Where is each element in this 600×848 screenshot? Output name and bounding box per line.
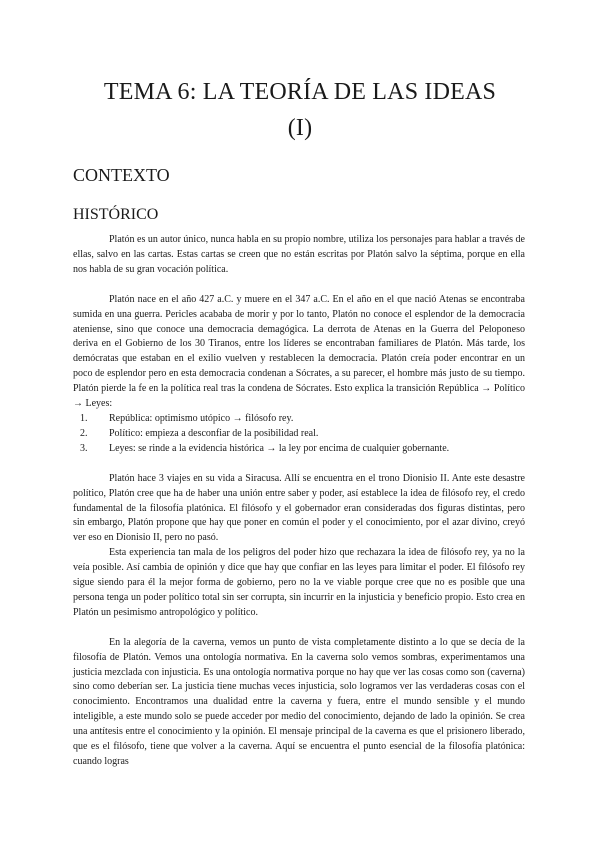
list-number: 1. bbox=[80, 412, 88, 424]
paragraph-3: Platón hace 3 viajes en su vida a Siracusa. Allí se encuentra en el trono Dionisio II. Ante este desastre político, Platón cree que ha de haber una unión entre saber y poder, así establece la idea de filósofo rey, el credo fundamental de la filosofía platónica. El filósofo y el gobernador eran consideradas dos figuras distintas, pero sin embargo, Platón propone que hay que poner en común el poder y el conocimiento, por el azar divino, creyó ver eso en Dionisio II, pero no pasó. bbox=[73, 472, 525, 544]
document-title bbox=[40, 76, 560, 144]
paragraph-2: Platón nace en el año 427 a.C. y muere en el 347 a.C. En el año en el que nació Atenas se encontraba sumida en una guerra. Pericles acababa de morir y por lo tanto, Platón no conoce el esplendor de la democracia ateniense, sino que conoce una democracia demagógica. La derrota de Atenas en la Guerra del Peloponeso deriva en el Gobierno de los 30 Tiranos, entre los líderes se encontraban familiares de Platón. Más tarde, los demócratas que estaban en el exilio vuelven y restablecen la democracia. Platón creía poder encontrar en un poco de esplendor pero en esta democracia condenan a Sócrates, a su parecer, el hombre más justo de su tiempo. Platón pierde la fe en la política real tras la condena de Sócrates. Esto explica la transición República → Político → Leyes: bbox=[73, 293, 525, 410]
list-item bbox=[73, 442, 525, 457]
section-heading: CONTEXTO bbox=[73, 165, 170, 185]
paragraph-4: Esta experiencia tan mala de los peligros del poder hizo que rechazara la idea de filósofo rey, ya no la veía posible. Así cambia de opinión y dice que hay que confiar en las leyes para limitar el poder. El filósofo rey sigue siendo para él la mejor forma de gobierno, pero no la ve viable porque cree que no es posible que una persona tenga un poder político total sin ser corrupta, sin incurrir en la injusticia y beneficio propio. Esto crea en Platón un pesimismo antropológico y político. bbox=[73, 547, 525, 618]
list-number: 3. bbox=[80, 442, 88, 454]
list-number: 2. bbox=[80, 427, 88, 439]
subsection-heading: HISTÓRICO bbox=[73, 206, 159, 223]
paragraph-1: Platón es un autor único, nunca habla en su propio nombre, utiliza los personajes para hablar a través de ellas, salvo en las cartas. Estas cartas se creen que no están escritas por Platón salvo la séptima, porque en ella nos habla de su gran vocación política. bbox=[73, 234, 525, 275]
list-text: República: optimismo utópico → filósofo rey. bbox=[109, 412, 294, 424]
list-text: Político: empieza a desconfiar de la posibilidad real. bbox=[109, 427, 319, 439]
title-line-2: (I) bbox=[287, 115, 313, 141]
list-item bbox=[73, 412, 525, 427]
title-line-1: TEMA 6: LA TEORÍA DE LAS IDEAS bbox=[103, 79, 497, 105]
list-text: Leyes: se rinde a la evidencia histórica → la ley por encima de cualquier gobernante. bbox=[109, 442, 450, 454]
transition-list bbox=[73, 412, 525, 457]
body-text bbox=[73, 233, 525, 770]
paragraph-5: En la alegoría de la caverna, vemos un punto de vista completamente distinto a lo que se decía de la filosofía de Platón. Vemos una ontología normativa. En la caverna solo vemos sombras, experimentamos una justicia mezclada con injusticia. Es una ontología normativa porque no hay que ver las cosas como son (caverna) sino como deberían ser. La justicia tiene muchas veces injusticia, solo logramos ver las verdaderas cosas con el conocimiento. Encontramos una dualidad entre la caverna y fuera, entre el mundo sensible y el mundo inteligible, a este mundo solo se puede acceder por medio del conocimiento, dejando de lado la opinión. Se crea una antítesis entre el conocimiento y la opinión. El mensaje principal de la caverna es que el prisionero liberado, que es el filósofo, tiene que volver a la caverna. Aquí se encuentra el punto esencial de la filosofía platónica: cuando logras bbox=[73, 636, 525, 767]
list-item bbox=[73, 427, 525, 442]
